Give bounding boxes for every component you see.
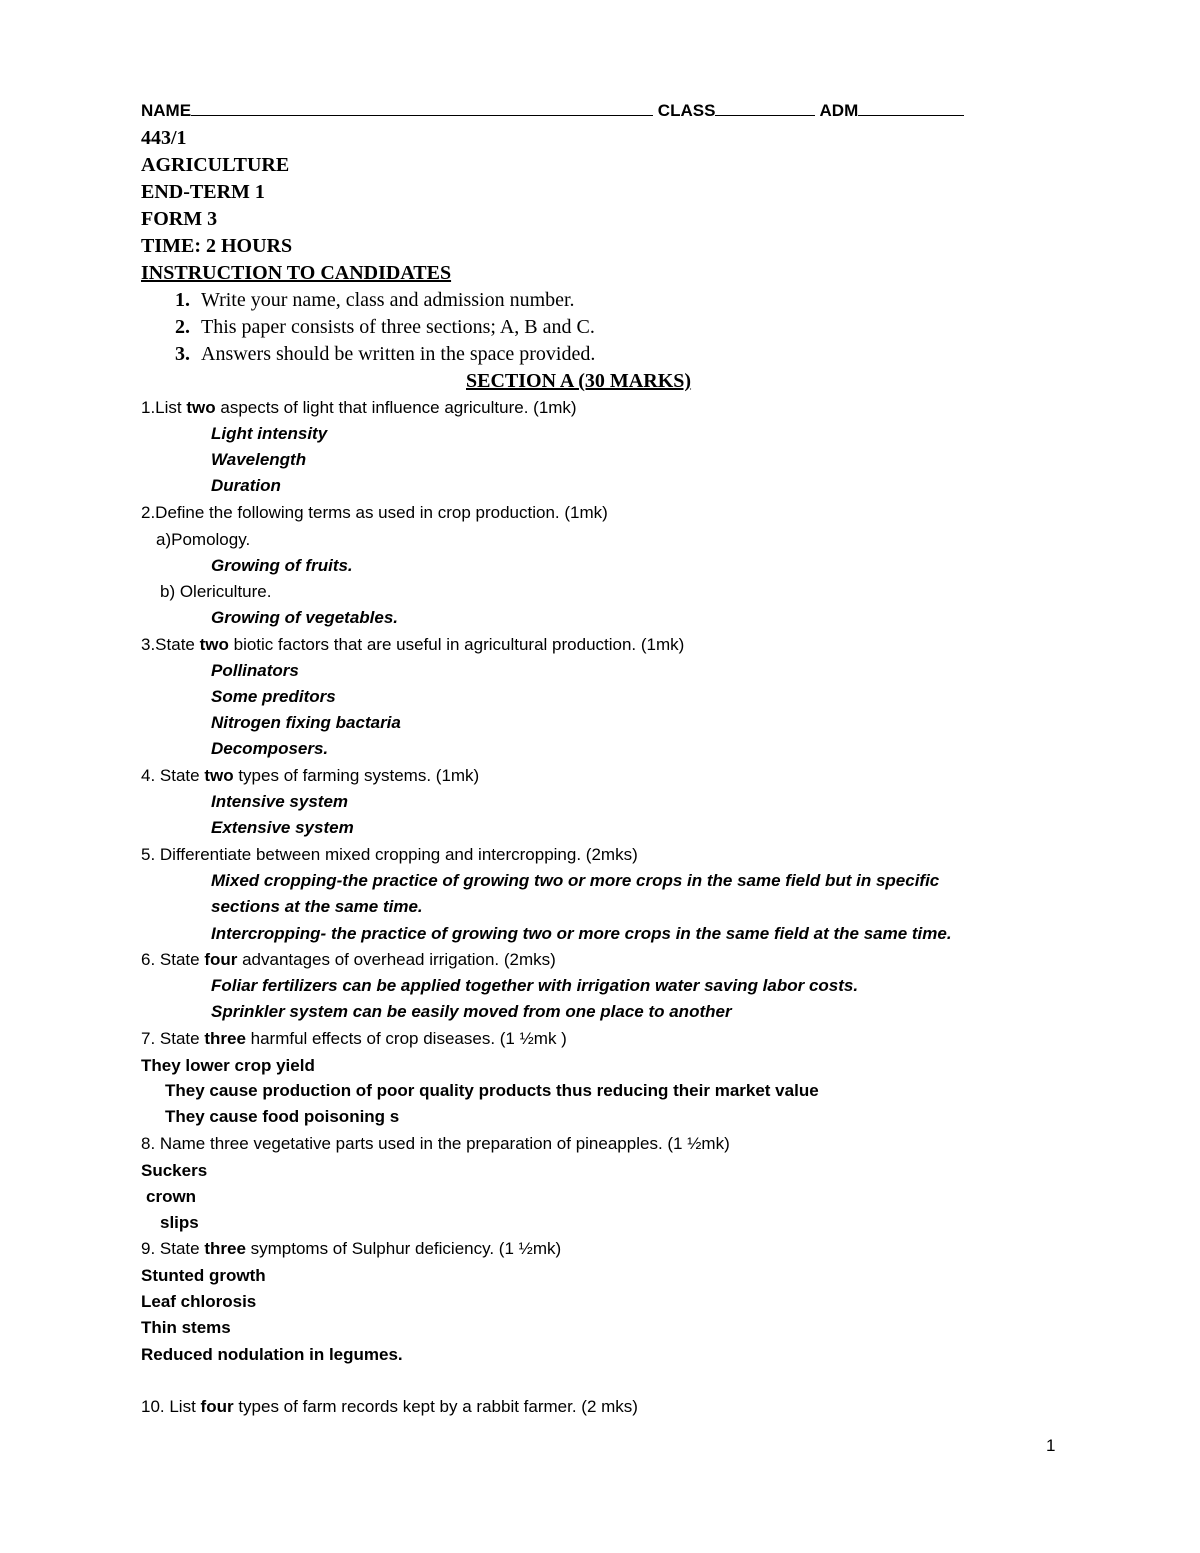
question-3 xyxy=(141,636,684,653)
answer-line: They cause production of poor quality products thus reducing their market value xyxy=(165,1081,819,1100)
answer-line: sections at the same time. xyxy=(211,897,423,916)
question-9 xyxy=(141,1240,561,1257)
answer-line: Growing of vegetables. xyxy=(211,608,399,627)
question-keyword: three xyxy=(204,1239,246,1258)
instructions-heading: INSTRUCTION TO CANDIDATES xyxy=(141,262,452,284)
question-keyword: three xyxy=(204,1029,246,1048)
question-text: 10. List xyxy=(141,1397,201,1416)
question-text: advantages of overhead irrigation. (2mks) xyxy=(237,950,556,969)
question-5: 5. Differentiate between mixed cropping and intercropping. (2mks) xyxy=(141,845,638,864)
answer-line: Thin stems xyxy=(141,1318,231,1337)
answer-line: Intensive system xyxy=(211,792,349,811)
question-text: 1.List xyxy=(141,398,187,417)
question-6 xyxy=(141,951,556,968)
answer-line: Wavelength xyxy=(211,450,307,469)
question-text: 6. State xyxy=(141,950,205,969)
question-text: biotic factors that are useful in agricultural production. (1mk) xyxy=(228,635,685,654)
answer-line: Light intensity xyxy=(211,424,328,443)
instruction-item xyxy=(175,344,595,364)
paper-exam: END-TERM 1 xyxy=(141,181,265,203)
paper-subject: AGRICULTURE xyxy=(141,154,290,176)
question-text: 9. State xyxy=(141,1239,205,1258)
paper-time: TIME: 2 HOURS xyxy=(141,235,293,257)
answer-line: Nitrogen fixing bactaria xyxy=(211,713,401,732)
name-blank[interactable] xyxy=(191,101,653,116)
adm-label: ADM xyxy=(819,101,859,120)
section-a-heading: SECTION A (30 MARKS) xyxy=(466,370,692,392)
answer-line: They cause food poisoning s xyxy=(165,1107,400,1126)
answer-line: Mixed cropping-the practice of growing two or more crops in the same field but in specific xyxy=(211,871,940,890)
paper-code: 443/1 xyxy=(141,127,187,149)
answer-line: Reduced nodulation in legumes. xyxy=(141,1345,403,1364)
question-text: harmful effects of crop diseases. (1 ½mk ) xyxy=(245,1029,567,1048)
question-text: types of farming systems. (1mk) xyxy=(233,766,480,785)
question-text: 3.State xyxy=(141,635,200,654)
question-keyword: four xyxy=(200,1397,234,1416)
question-keyword: two xyxy=(186,398,216,417)
answer-line: Decomposers. xyxy=(211,739,329,758)
answer-line: crown xyxy=(146,1187,197,1206)
question-text: symptoms of Sulphur deficiency. (1 ½mk) xyxy=(245,1239,562,1258)
question-2a-label: a)Pomology. xyxy=(156,530,251,549)
instruction-number: 2. xyxy=(175,316,190,338)
question-text: 4. State xyxy=(141,766,205,785)
question-7 xyxy=(141,1030,567,1047)
class-label: CLASS xyxy=(657,101,716,120)
instruction-text: Answers should be written in the space provided. xyxy=(201,343,596,365)
question-1 xyxy=(141,399,577,416)
instruction-item xyxy=(175,290,575,310)
answer-line: Leaf chlorosis xyxy=(141,1292,257,1311)
instruction-item xyxy=(175,317,595,337)
class-blank[interactable] xyxy=(715,101,815,116)
instruction-text: Write your name, class and admission number. xyxy=(201,289,575,311)
paper-form: FORM 3 xyxy=(141,208,218,230)
question-text: 7. State xyxy=(141,1029,205,1048)
student-details-line xyxy=(141,101,964,119)
answer-line: Stunted growth xyxy=(141,1266,266,1285)
instruction-text: This paper consists of three sections; A, B and C. xyxy=(201,316,595,338)
adm-blank[interactable] xyxy=(858,101,964,116)
instruction-number: 3. xyxy=(175,343,190,365)
name-label: NAME xyxy=(141,101,192,120)
answer-line: Pollinators xyxy=(211,661,299,680)
answer-line: Some preditors xyxy=(211,687,336,706)
question-text: types of farm records kept by a rabbit farmer. (2 mks) xyxy=(233,1397,638,1416)
question-text: aspects of light that influence agriculture. (1mk) xyxy=(215,398,577,417)
answer-line: Growing of fruits. xyxy=(211,556,353,575)
answer-line: Duration xyxy=(211,476,281,495)
page-number: 1 xyxy=(1046,1436,1056,1455)
answer-line: Sprinkler system can be easily moved from one place to another xyxy=(211,1002,732,1021)
answer-line: Intercropping- the practice of growing two or more crops in the same field at the same time. xyxy=(211,924,952,943)
question-4 xyxy=(141,767,479,784)
answer-line: Suckers xyxy=(141,1161,208,1180)
question-2b-label: b) Olericulture. xyxy=(160,582,272,601)
question-keyword: four xyxy=(204,950,238,969)
question-10 xyxy=(141,1398,638,1415)
answer-line: Extensive system xyxy=(211,818,354,837)
answer-line: They lower crop yield xyxy=(141,1056,315,1075)
answer-line: slips xyxy=(160,1213,199,1232)
question-keyword: two xyxy=(199,635,229,654)
question-2: 2.Define the following terms as used in crop production. (1mk) xyxy=(141,503,608,522)
question-keyword: two xyxy=(204,766,234,785)
question-8: 8. Name three vegetative parts used in the preparation of pineapples. (1 ½mk) xyxy=(141,1134,730,1153)
answer-line: Foliar fertilizers can be applied together with irrigation water saving labor costs. xyxy=(211,976,859,995)
instruction-number: 1. xyxy=(175,289,190,311)
